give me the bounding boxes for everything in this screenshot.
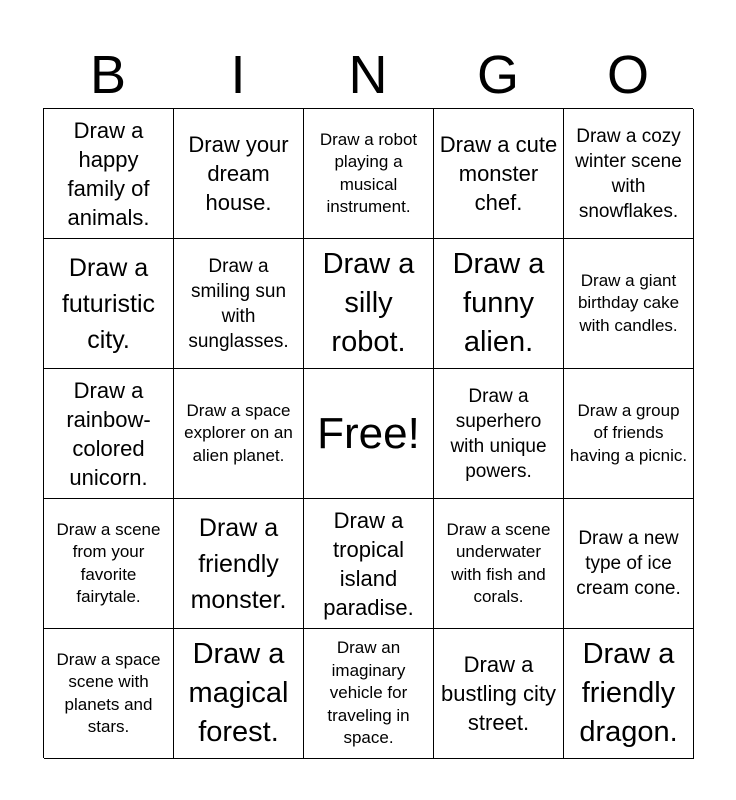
cell-text: Draw a cozy winter scene with snowflakes. [575,125,682,222]
cell-text: Draw your dream house. [188,132,289,215]
cell-text: Draw a space scene with planets and stars. [56,649,161,736]
bingo-header [43,42,693,108]
cell-text: Draw a friendly monster. [190,513,287,614]
cell-text: Draw a robot playing a musical instrument. [319,129,418,216]
cell-text: Draw a rainbow-colored unicorn. [66,377,151,490]
header-letter-b: B [89,45,127,105]
free-space-text: Free! [317,408,420,458]
cell-text: Draw a scene underwater with fish and corals. [446,519,551,606]
bingo-cell[interactable] [44,109,174,239]
free-space-cell[interactable] [304,369,434,499]
bingo-cell[interactable] [564,109,694,239]
cell-text: Draw an imaginary vehicle for traveling in space. [327,638,410,748]
bingo-cell[interactable] [174,239,304,369]
bingo-cell[interactable] [434,629,564,759]
header-letter-i: I [230,45,246,105]
bingo-cell[interactable] [434,369,564,499]
bingo-cell[interactable] [44,369,174,499]
cell-text: Draw a happy family of animals. [67,117,150,230]
cell-text: Draw a group of friends having a picnic. [569,400,688,465]
bingo-cell[interactable] [564,499,694,629]
bingo-cell[interactable] [174,629,304,759]
header-letter-n: N [348,45,388,105]
bingo-cell[interactable] [434,499,564,629]
cell-text: Draw a silly robot. [322,248,415,358]
bingo-cell[interactable] [304,109,434,239]
header-letter-o: O [606,45,649,105]
bingo-cell[interactable] [174,369,304,499]
cell-text: Draw a friendly dragon. [579,638,678,748]
cell-text: Draw a new type of ice cream cone. [576,528,681,599]
cell-text: Draw a space explorer on an alien planet. [184,400,293,465]
bingo-cell[interactable] [174,499,304,629]
cell-text: Draw a magical forest. [188,638,289,748]
cell-text: Draw a superhero with unique powers. [450,385,547,482]
cell-text: Draw a futuristic city. [61,253,156,354]
cell-text: Draw a smiling sun with sunglasses. [188,255,289,352]
bingo-card-grid [43,108,693,758]
bingo-cell[interactable] [434,239,564,369]
bingo-cell[interactable] [174,109,304,239]
bingo-cell[interactable] [44,239,174,369]
bingo-cell[interactable] [304,499,434,629]
cell-text: Draw a bustling city street. [441,652,556,735]
bingo-cell[interactable] [44,629,174,759]
bingo-cell[interactable] [44,499,174,629]
bingo-cell[interactable] [564,239,694,369]
cell-text: Draw a funny alien. [452,248,545,358]
bingo-cell[interactable] [434,109,564,239]
header-letter-g: G [476,45,519,105]
cell-text: Draw a cute monster chef. [439,132,558,215]
cell-text: Draw a scene from your favorite fairytale. [56,519,161,606]
cell-text: Draw a giant birthday cake with candles. [577,270,680,335]
bingo-cell[interactable] [564,629,694,759]
bingo-cell[interactable] [304,239,434,369]
bingo-cell[interactable] [304,629,434,759]
cell-text: Draw a tropical island paradise. [323,507,414,620]
bingo-cell[interactable] [564,369,694,499]
